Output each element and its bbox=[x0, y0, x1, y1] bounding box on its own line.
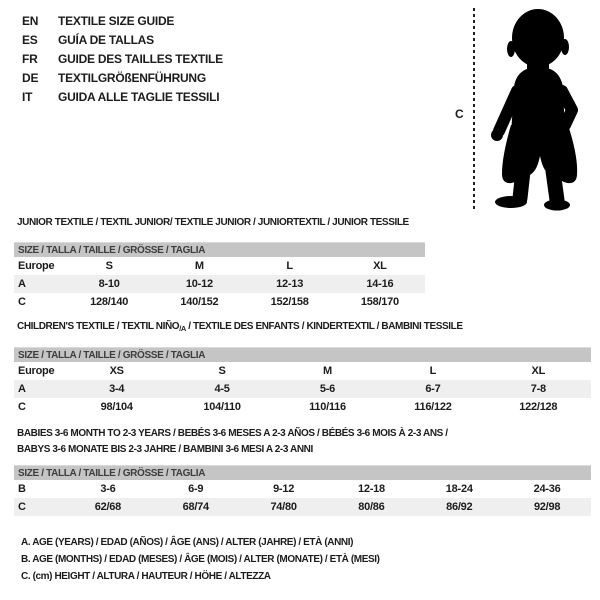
table-row-height bbox=[14, 398, 591, 416]
language-code: ES bbox=[22, 32, 38, 47]
baby-silhouette-icon bbox=[486, 5, 594, 211]
age-cell: 3-4 bbox=[109, 383, 125, 395]
size-cell: S bbox=[218, 365, 226, 377]
footnote-a-age-years: A. AGE (YEARS) / EDAD (AÑOS) / ÂGE (ANS) / ALTER (JAHRE) / ETÀ (ANNI) bbox=[21, 537, 354, 548]
footnote-b-age-months: B. AGE (MONTHS) / EDAD (MESES) / ÂGE (MOIS) / ALTER (MONATE) / ETÀ (MESI) bbox=[21, 554, 380, 565]
children-size-table bbox=[14, 347, 591, 416]
section-title-line1: BABIES 3-6 MONTH TO 2-3 YEARS / BEBÉS 3-6 MESES A 2-3 AÑOS / BÉBÉS 3-6 MOIS À 2-3 ANS / bbox=[17, 428, 448, 439]
guide-title: GUÍA DE TALLAS bbox=[58, 32, 154, 47]
age-cell: 6-9 bbox=[188, 483, 204, 495]
footnote-c-height-cm: C. (cm) HEIGHT / ALTURA / HAUTEUR / HÖHE / ALTEZZA bbox=[21, 571, 271, 582]
table-row-height bbox=[14, 293, 425, 311]
height-cell: 122/128 bbox=[519, 401, 558, 413]
age-cell: 3-6 bbox=[100, 483, 116, 495]
table-row-europe bbox=[14, 257, 425, 275]
section-title-text: / TEXTILE DES ENFANTS / KINDERTEXTIL / BAMBINI TESSILE bbox=[185, 321, 463, 332]
height-cell: 62/68 bbox=[94, 501, 122, 513]
height-cell: 98/104 bbox=[100, 401, 133, 413]
age-cell: 10-12 bbox=[185, 278, 213, 290]
language-row bbox=[22, 68, 223, 87]
language-row bbox=[22, 30, 223, 49]
junior-size-table bbox=[14, 242, 425, 311]
language-code: IT bbox=[22, 89, 33, 104]
row-label: B bbox=[18, 483, 26, 495]
height-cell: 158/170 bbox=[360, 296, 399, 308]
size-cell: XS bbox=[109, 365, 124, 377]
table-row-age bbox=[14, 380, 591, 398]
row-label: Europe bbox=[18, 260, 55, 272]
height-cell: 152/158 bbox=[270, 296, 309, 308]
guide-title: GUIDE DES TAILLES TEXTILE bbox=[58, 51, 223, 66]
size-cell: L bbox=[429, 365, 437, 377]
row-label: A bbox=[18, 383, 26, 395]
section-title-babies bbox=[17, 426, 448, 457]
table-row-height bbox=[14, 498, 591, 516]
section-title-subscript: /A bbox=[179, 324, 186, 333]
height-reference-dotted-line bbox=[473, 8, 475, 209]
section-title-text: CHILDREN'S TEXTILE / TEXTIL NIÑO bbox=[17, 321, 180, 332]
height-cell: 68/74 bbox=[182, 501, 209, 513]
row-label: C bbox=[18, 296, 26, 308]
section-title-junior: JUNIOR TEXTILE / TEXTIL JUNIOR/ TEXTILE JUNIOR / JUNIORTEXTIL / JUNIOR TESSILE bbox=[17, 217, 409, 228]
language-code: FR bbox=[22, 51, 38, 66]
height-cell: 80/86 bbox=[358, 501, 385, 513]
size-cell: M bbox=[323, 365, 332, 377]
height-cell: 86/92 bbox=[446, 501, 473, 513]
language-row bbox=[22, 87, 223, 106]
age-cell: 24-36 bbox=[533, 483, 561, 495]
size-cell: XL bbox=[373, 260, 387, 272]
guide-title: GUIDA ALLE TAGLIE TESSILI bbox=[58, 89, 220, 104]
language-row bbox=[22, 11, 223, 30]
size-cell: XL bbox=[531, 365, 546, 377]
height-label-c: C bbox=[455, 107, 464, 121]
age-cell: 12-18 bbox=[357, 483, 385, 495]
language-code: DE bbox=[22, 70, 39, 85]
size-header-band: SIZE / TALLA / TAILLE / GRÖSSE / TAGLIA bbox=[14, 242, 425, 257]
age-cell: 5-6 bbox=[319, 383, 336, 395]
language-row bbox=[22, 49, 223, 68]
language-title-list bbox=[22, 11, 223, 106]
footnote-legend bbox=[21, 534, 380, 585]
height-cell: 128/140 bbox=[90, 296, 129, 308]
section-title-children bbox=[17, 321, 463, 333]
age-cell: 12-13 bbox=[276, 278, 304, 290]
section-title-line2: BABYS 3-6 MONATE BIS 2-3 JAHRE / BAMBINI 3-6 MESI A 2-3 ANNI bbox=[17, 443, 313, 455]
age-cell: 18-24 bbox=[445, 483, 473, 495]
row-label: C bbox=[18, 501, 26, 513]
age-cell: 14-16 bbox=[366, 278, 394, 290]
table-row-europe bbox=[14, 362, 591, 380]
size-header-band: SIZE / TALLA / TAILLE / GRÖSSE / TAGLIA bbox=[14, 347, 591, 362]
table-row-months bbox=[14, 480, 591, 498]
height-cell: 116/122 bbox=[414, 401, 452, 413]
row-label: Europe bbox=[18, 365, 55, 377]
table-row-age bbox=[14, 275, 425, 293]
babies-size-table bbox=[14, 465, 591, 516]
size-cell: S bbox=[105, 260, 113, 272]
size-cell: M bbox=[194, 260, 204, 272]
language-code: EN bbox=[22, 13, 39, 28]
size-header-band: SIZE / TALLA / TAILLE / GRÖSSE / TAGLIA bbox=[14, 465, 591, 480]
age-cell: 6-7 bbox=[425, 383, 441, 395]
height-cell: 110/116 bbox=[309, 401, 346, 413]
age-cell: 4-5 bbox=[214, 383, 230, 395]
age-cell: 8-10 bbox=[98, 278, 120, 290]
guide-title: TEXTILE SIZE GUIDE bbox=[58, 13, 175, 28]
row-label: A bbox=[18, 278, 26, 290]
guide-title: TEXTILGRÖßENFÜHRUNG bbox=[58, 70, 206, 85]
height-cell: 92/98 bbox=[533, 501, 561, 513]
height-cell: 104/110 bbox=[203, 401, 241, 413]
row-label: C bbox=[18, 401, 26, 413]
age-cell: 9-12 bbox=[273, 483, 295, 495]
size-cell: L bbox=[286, 260, 293, 272]
age-cell: 7-8 bbox=[530, 383, 546, 395]
height-cell: 74/80 bbox=[270, 501, 297, 513]
height-cell: 140/152 bbox=[180, 296, 219, 308]
